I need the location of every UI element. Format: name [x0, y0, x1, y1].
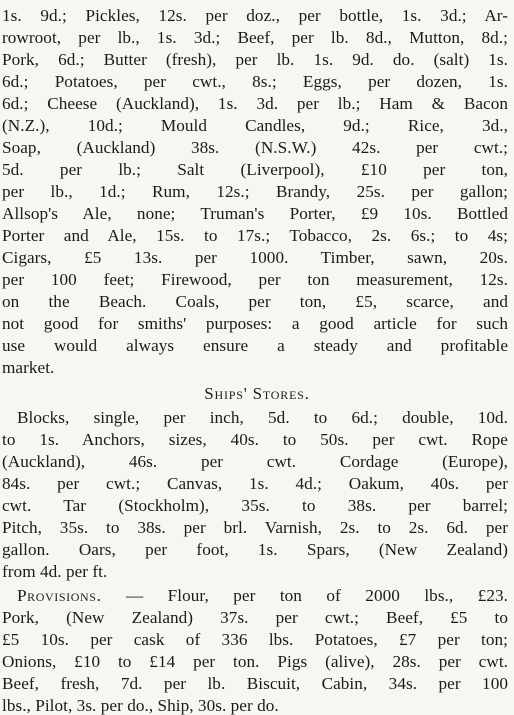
- text-line: (N.Z.), 10d.; Mould Candles, 9d.; Rice, 3d.,: [2, 116, 508, 135]
- text-line: Porter and Ale, 15s. to 17s.; Tobacco, 2s. 6s.; to 4s;: [2, 226, 508, 245]
- text-line: use would always ensure a steady and profitable: [2, 336, 508, 355]
- provisions-lead: Provisions.: [17, 586, 102, 605]
- text-line: Soap, (Auckland) 38s. (N.S.W.) 42s. per cwt.;: [2, 138, 508, 157]
- text-line: from 4d. per ft.: [2, 562, 108, 581]
- text-line: 1s. 9d.; Pickles, 12s. per doz., per bottle, 1s. 3d.; Ar-: [2, 6, 508, 25]
- text-line: £5 10s. per cask of 336 lbs. Potatoes, £7 per ton;: [2, 630, 508, 649]
- text-line: Cigars, £5 13s. per 1000. Timber, sawn, 20s.: [2, 248, 508, 267]
- text-line: (Auckland), 46s. per cwt. Cordage (Europe),: [2, 452, 508, 471]
- text-line: Allsop's Ale, none; Truman's Porter, £9 10s. Bottled: [2, 204, 508, 223]
- text-line: Pork, 6d.; Butter (fresh), per lb. 1s. 9d. do. (salt) 1s.: [2, 50, 508, 69]
- text-line: cwt. Tar (Stockholm), 35s. to 38s. per barrel;: [2, 496, 508, 515]
- text-line: gallon. Oars, per foot, 1s. Spars, (New Zealand): [2, 540, 508, 559]
- text-line: 6d.; Cheese (Auckland), 1s. 3d. per lb.; Ham & Bacon: [2, 94, 508, 113]
- text-line: Provisions. — Flour, per ton of 2000 lbs., £23.: [17, 586, 508, 605]
- text-line: on the Beach. Coals, per ton, £5, scarce, and: [2, 292, 508, 311]
- text-line: per lb., 1d.; Rum, 12s.; Brandy, 25s. per gallon;: [2, 182, 508, 201]
- text-line: lbs., Pilot, 3s. per do., Ship, 30s. per do.: [2, 696, 279, 715]
- text-line: to 1s. Anchors, sizes, 40s. to 50s. per cwt. Rope: [2, 430, 508, 449]
- section-heading: Ships' Stores.: [204, 384, 310, 403]
- text-line: Blocks, single, per inch, 5d. to 6d.; double, 10d.: [17, 408, 508, 427]
- text-line: rowroot, per lb., 1s. 3d.; Beef, per lb. 8d., Mutton, 8d.;: [2, 28, 508, 47]
- text-line: market.: [2, 358, 55, 377]
- text-line: not good for smiths' purposes: a good article for such: [2, 314, 508, 333]
- text-line: Onions, £10 to £14 per ton. Pigs (alive), 28s. per cwt.: [2, 652, 508, 671]
- text-line: per 100 feet; Firewood, per ton measurement, 12s.: [2, 270, 508, 289]
- text-line: 6d.; Potatoes, per cwt., 8s.; Eggs, per dozen, 1s.: [2, 72, 508, 91]
- text-line: Pork, (New Zealand) 37s. per cwt.; Beef, £5 to: [2, 608, 508, 627]
- text-line: 84s. per cwt.; Canvas, 1s. 4d.; Oakum, 40s. per: [2, 474, 508, 493]
- text-line: Beef, fresh, 7d. per lb. Biscuit, Cabin, 34s. per 100: [2, 674, 508, 693]
- text-line: Pitch, 35s. to 38s. per brl. Varnish, 2s. to 2s. 6d. per: [2, 518, 508, 537]
- text-line: 5d. per lb.; Salt (Liverpool), £10 per ton,: [2, 160, 508, 179]
